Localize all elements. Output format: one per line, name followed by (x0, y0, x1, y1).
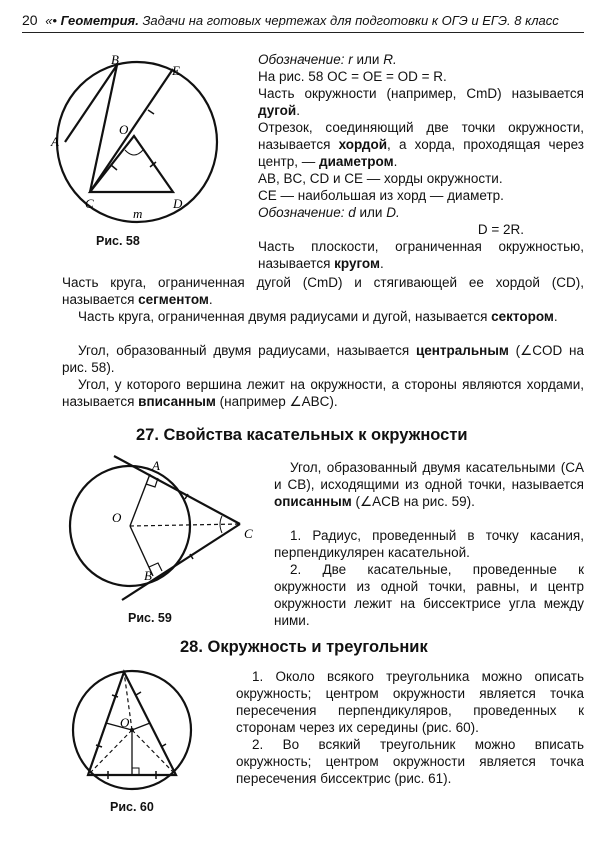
notation-d: Обозначение: d или D. (258, 205, 400, 220)
fig58-chords-ab-bc (65, 65, 117, 192)
fig58-label-d: D (173, 196, 183, 211)
central-angle-definition: Угол, образованный двумя радиусами, называется центральным (∠COD на рис. 58). (62, 343, 585, 375)
fig60-center-dot (130, 728, 134, 732)
fig60-label-o: O (120, 715, 130, 730)
header-rule (22, 32, 584, 33)
arc-definition: Часть окружности (например, CmD) называется дугой. (258, 86, 584, 118)
segment-definition: Часть круга, ограниченная дугой (CmD) и стягивающей ее хордой (CD), называется сегментом. (62, 275, 584, 307)
inscribed-angle-definition: Угол, у которого вершина лежит на окружности, а стороны являются хордами, называется вписанным (например ∠ABC). (62, 377, 584, 409)
tangent-property-1: 1. Радиус, проведенный в точку касания, перпендикулярен касательной. (274, 528, 584, 560)
fig58-caption: Рис. 58 (96, 234, 140, 248)
notation-r: Обозначение: r или R. (258, 52, 397, 67)
fig58-label-a: A (51, 134, 59, 149)
fig60-caption: Рис. 60 (110, 800, 154, 814)
fig58-label-o: O (119, 122, 129, 137)
fig58-triangle-cod (90, 136, 173, 192)
fig59-bisector-oc (130, 524, 240, 526)
diameter-statement: CE — наибольшая из хорд — диаметр. (258, 188, 504, 203)
figure-58 (45, 50, 245, 235)
circumcircle-statement: 1. Около всякого треугольника можно описать окружность; центром окружности является точка пересечения перпендикуляров, проведенных к сторонам через их середины (рис. 60). (236, 669, 584, 735)
header-title: Геометрия. (60, 13, 139, 28)
fig60-tick-right-1 (136, 692, 141, 695)
section-28-title: 28. Окружность и треугольник (180, 638, 428, 656)
fig59-label-c: C (244, 526, 253, 541)
chord-definition: Отрезок, соединяющий две точки окружности, называется хордой, а хорда, проходящая через центр, — диаметром. (258, 120, 584, 169)
tangent-property-2: 2. Две касательные, проведенные к окружности из одной точки, равны, и центр окружности лежит на биссектрисе угла между ними. (274, 562, 584, 628)
page-number: 20 (22, 12, 38, 28)
fig60-perp-right (132, 723, 150, 730)
sector-definition: Часть круга, ограниченная двумя радиусами и дугой, называется сектором. (78, 309, 558, 324)
fig59-label-a: A (152, 458, 160, 473)
section-27-title: 27. Свойства касательных к окружности (136, 426, 468, 444)
fig58-tick-oe (148, 110, 154, 114)
disk-definition: Часть плоскости, ограниченная окружностью, называется кругом. (258, 239, 584, 271)
fig59-radius-oa (130, 474, 150, 526)
fig58-label-c: C (85, 196, 94, 211)
page-header (22, 12, 582, 28)
figure-59 (52, 450, 267, 608)
circumscribed-angle-definition: Угол, образованный двумя касательными (CA и CB), исходящими из одной точки, называется описанным (∠ACB на рис. 59). (274, 460, 584, 509)
fig58-label-m: m (133, 206, 143, 221)
fig58-tick-oc (111, 165, 117, 170)
fig58-angle-arc (125, 150, 143, 155)
figure-60 (66, 665, 216, 800)
diameter-formula: D = 2R. (477, 222, 524, 237)
fig59-label-b: B (144, 568, 152, 583)
fig59-tangent-cb (122, 524, 240, 600)
fig60-tick-left-1 (112, 695, 118, 697)
radius-equality: На рис. 58 OC = OE = OD = R. (258, 69, 447, 84)
header-subtitle: Задачи на готовых чертежах для подготовки к ОГЭ и ЕГЭ. 8 класс (142, 13, 559, 28)
fig60-radius-left (88, 730, 132, 775)
header-marks: «• (45, 13, 57, 28)
fig59-tangent-ca (114, 456, 240, 524)
fig58-label-e: E (172, 63, 180, 78)
fig59-caption: Рис. 59 (128, 611, 172, 625)
fig59-label-o: O (112, 510, 122, 525)
fig58-label-b: B (111, 52, 119, 67)
incircle-statement: 2. Во всякий треугольник можно вписать окружность; центром окружности является точка пересечения биссектрис (рис. 61). (236, 737, 584, 786)
chords-list: AB, BC, CD и CE — хорды окружности. (258, 171, 503, 186)
